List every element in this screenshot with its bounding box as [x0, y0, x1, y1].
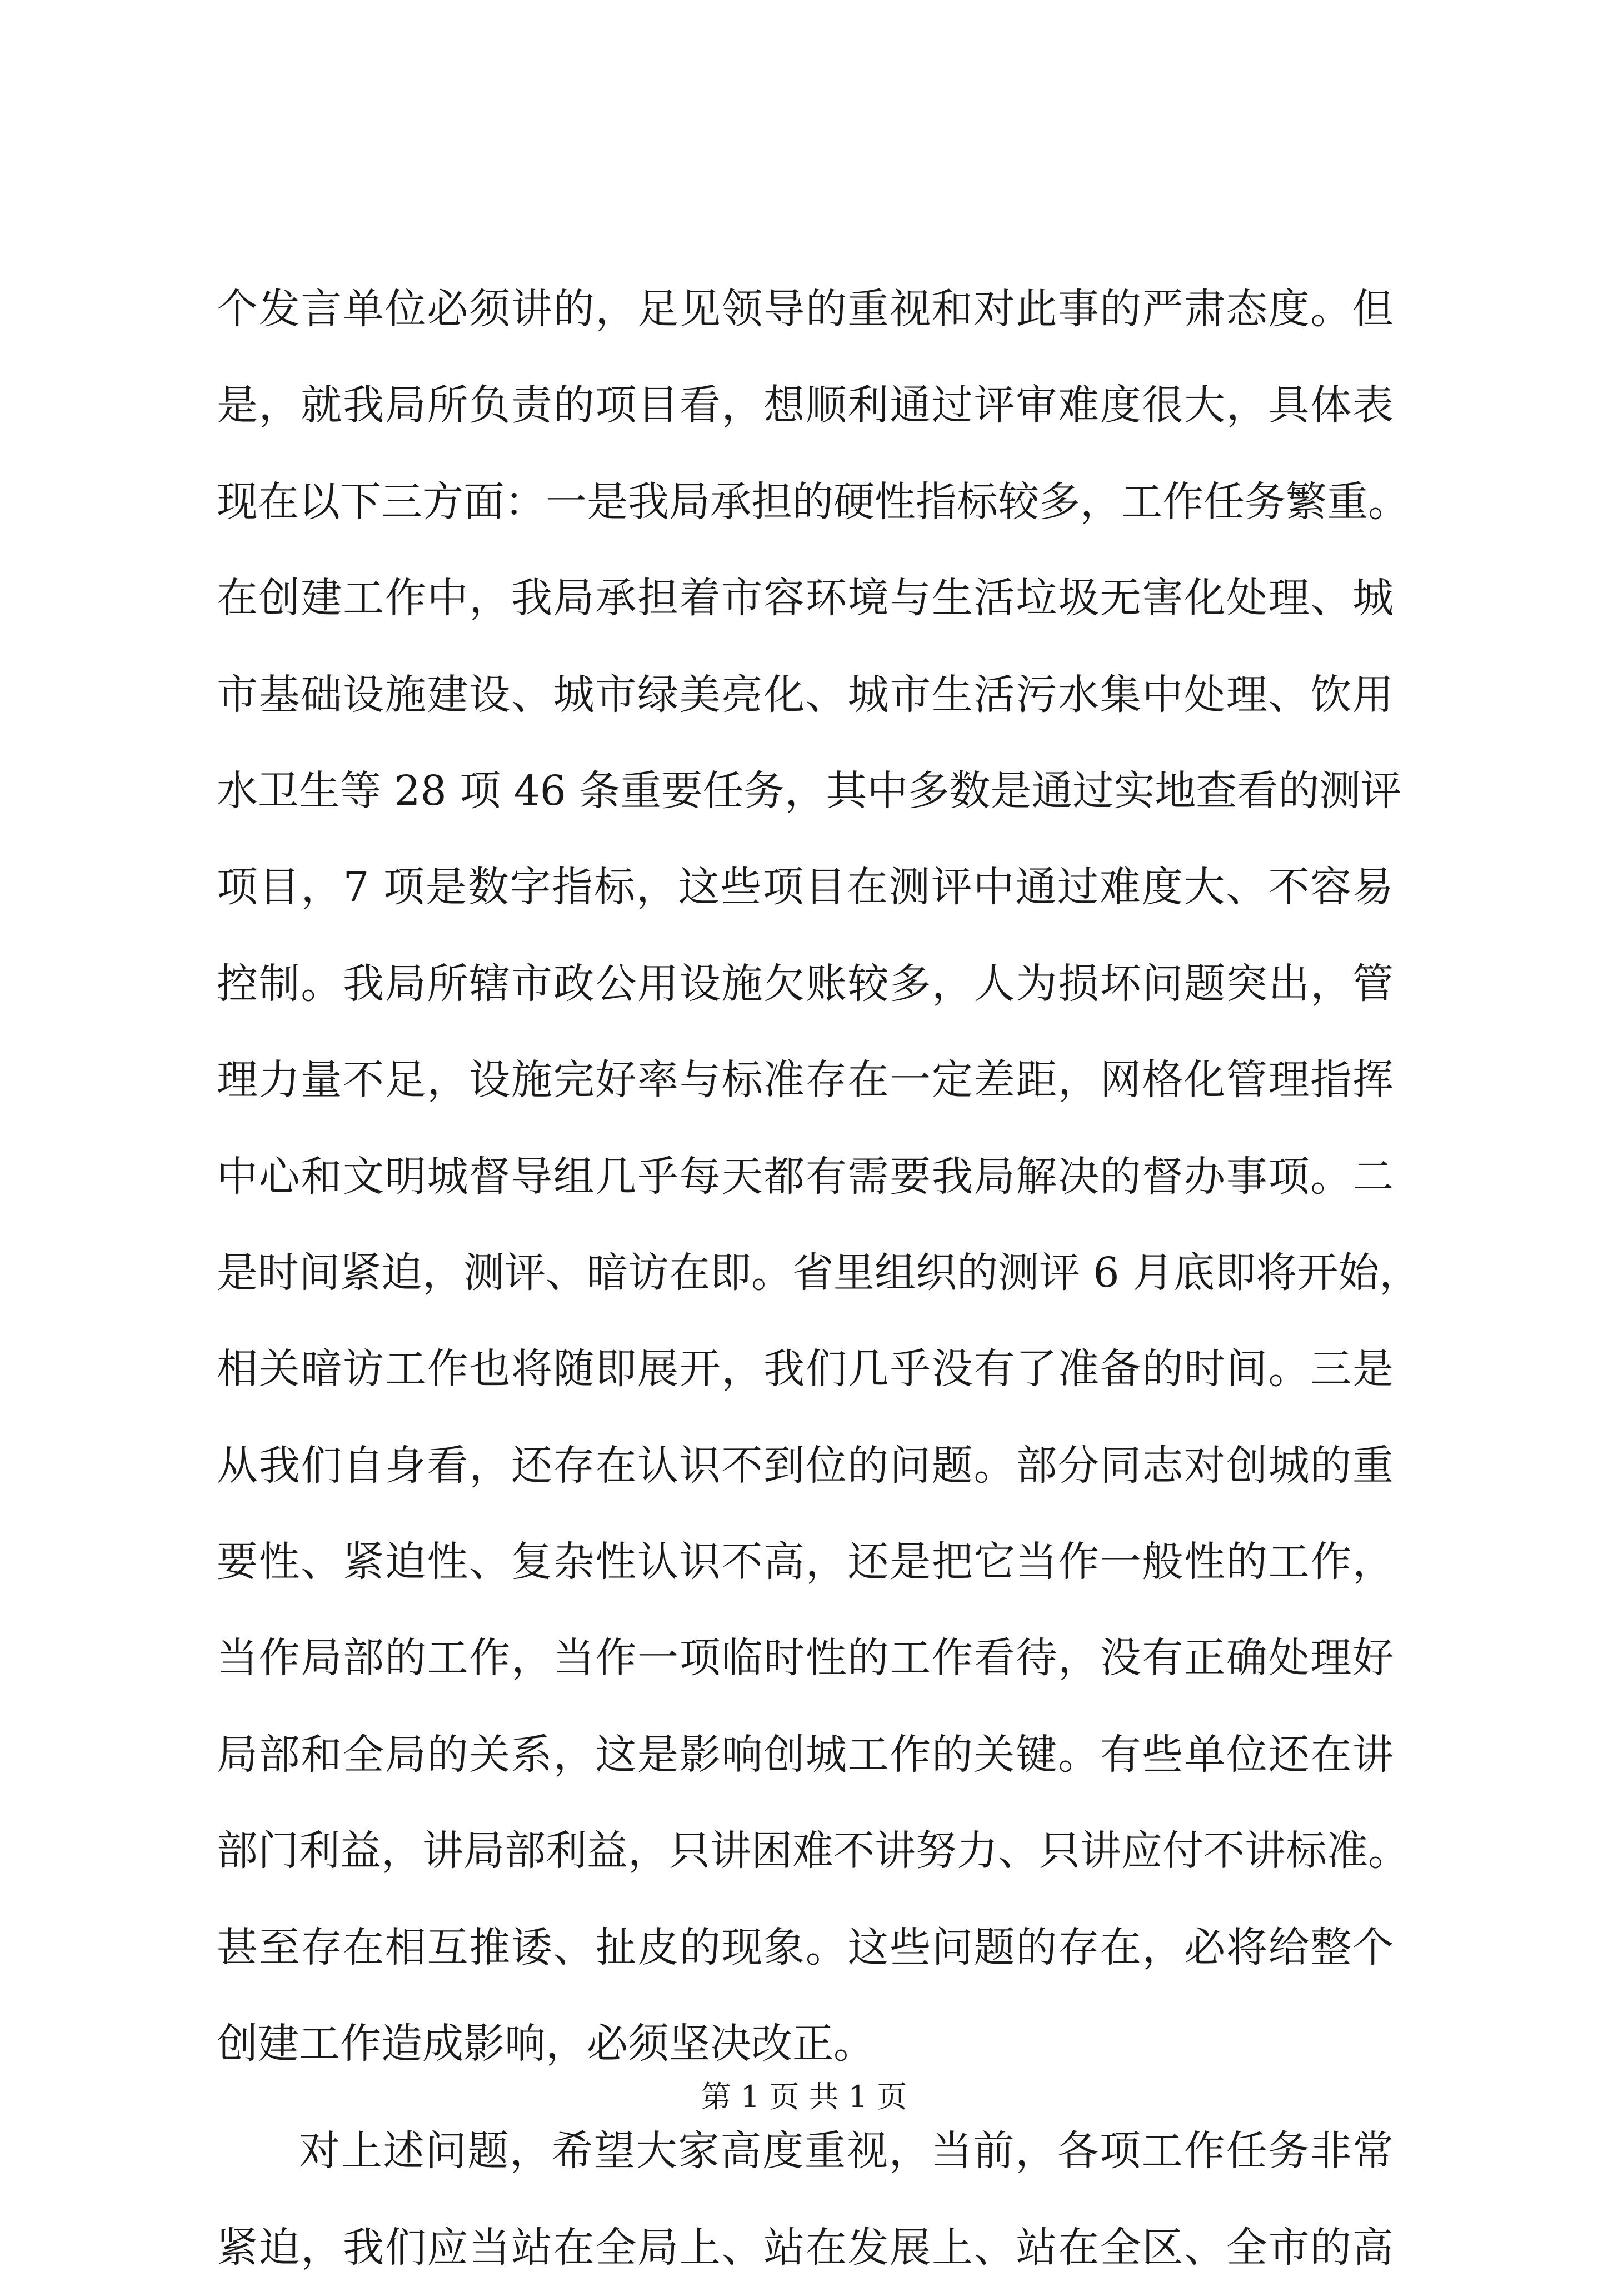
text-line: 水卫生等 28 项 46 条重要任务，其中多数是通过实地查看的测评 [217, 766, 1402, 815]
text-line: 市基础设施建设、城市绿美亮化、城市生活污水集中处理、饮用 [217, 670, 1394, 719]
text-line: 中心和文明城督导组几乎每天都有需要我局解决的督办事项。二 [217, 1152, 1394, 1201]
text-line: 项目，7 项是数字指标，这些项目在测评中通过难度大、不容易 [217, 863, 1394, 912]
text-line: 甚至存在相互推诿、扯皮的现象。这些问题的存在，必将给整个 [217, 1923, 1394, 1971]
text-line: 是，就我局所负责的项目看，想顺利通过评审难度很大，具体表 [217, 381, 1394, 430]
text-line: 是时间紧迫，测评、暗访在即。省里组织的测评 6 月底即将开始， [217, 1248, 1421, 1297]
text-line: 现在以下三方面：一是我局承担的硬性指标较多，工作任务繁重。 [217, 477, 1409, 526]
text-line: 个发言单位必须讲的，足见领导的重视和对此事的严肃态度。但 [217, 285, 1394, 333]
paragraph [217, 2103, 1394, 2296]
text-line: 创建工作造成影响，必须坚决改正。 [217, 2020, 875, 2068]
page-footer: 第 1 页 共 1 页 [701, 2079, 907, 2114]
text-line: 相关暗访工作也将随即展开，我们几乎没有了准备的时间。三是 [217, 1345, 1394, 1393]
text-line: 控制。我局所辖市政公用设施欠账较多，人为损坏问题突出，管 [217, 959, 1394, 1008]
text-line: 在创建工作中，我局承担着市容环境与生活垃圾无害化处理、城 [217, 574, 1394, 622]
text-line: 紧迫，我们应当站在全局上、站在发展上、站在全区、全市的高 [217, 2223, 1394, 2272]
text-line: 要性、紧迫性、复杂性认识不高，还是把它当作一般性的工作， [217, 1538, 1394, 1586]
text-line: 对上述问题，希望大家高度重视，当前，各项工作任务非常 [299, 2127, 1394, 2175]
text-line: 从我们自身看，还存在认识不到位的问题。部分同志对创城的重 [217, 1441, 1394, 1490]
document-body [217, 261, 1421, 2296]
paragraph [217, 261, 1421, 2092]
text-line: 当作局部的工作，当作一项临时性的工作看待，没有正确处理好 [217, 1634, 1394, 1682]
text-line: 理力量不足，设施完好率与标准存在一定差距，网格化管理指挥 [217, 1056, 1394, 1104]
text-line: 部门利益，讲局部利益，只讲困难不讲努力、只讲应付不讲标准。 [217, 1827, 1409, 1875]
text-line: 局部和全局的关系，这是影响创城工作的关键。有些单位还在讲 [217, 1730, 1394, 1779]
